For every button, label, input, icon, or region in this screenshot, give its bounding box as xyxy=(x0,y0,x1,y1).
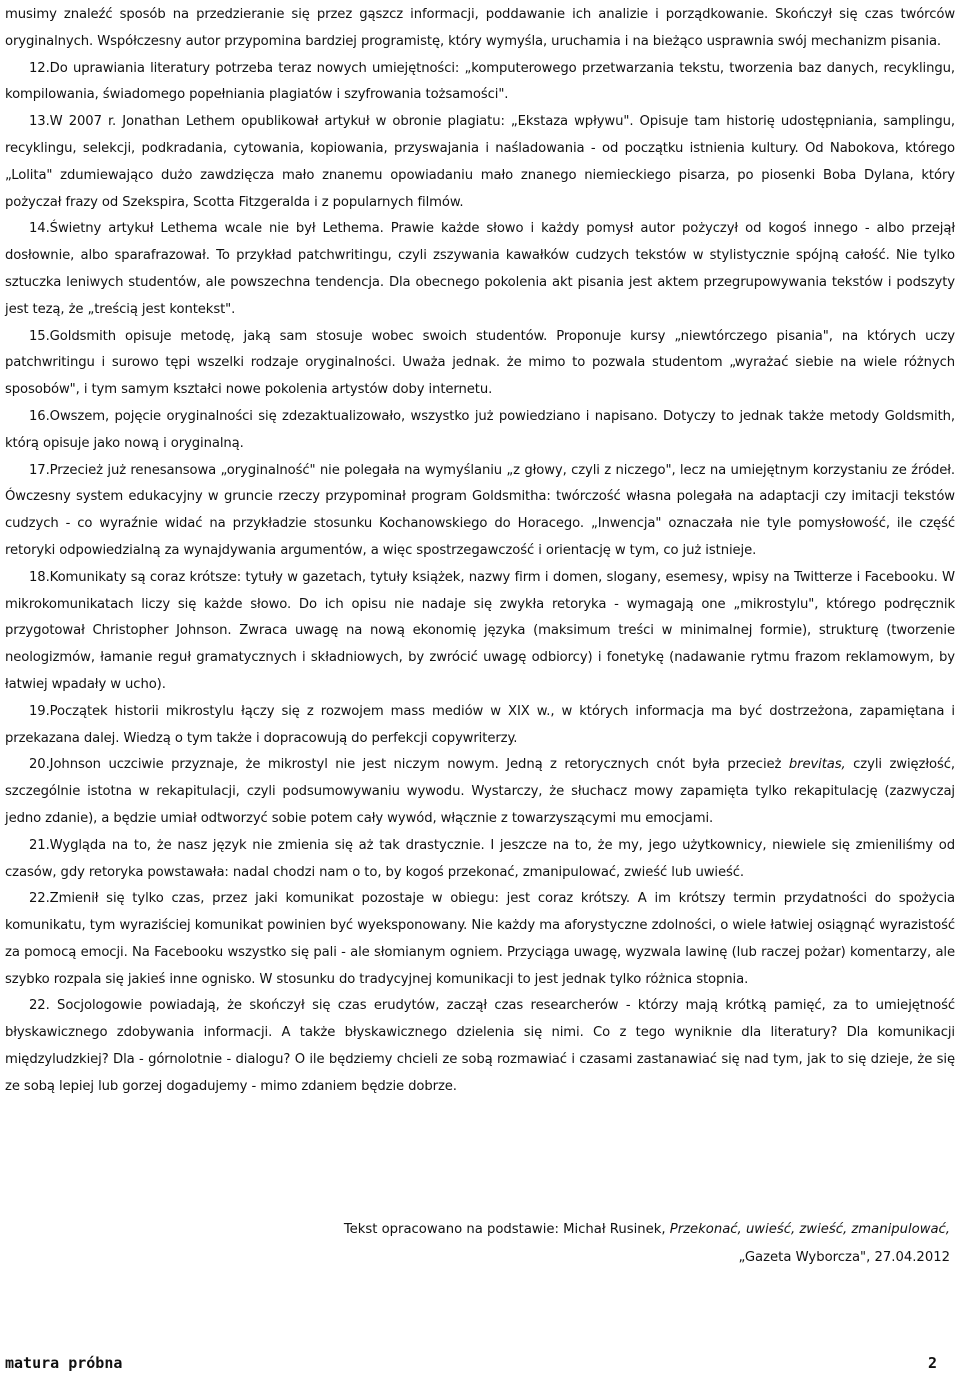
paragraph-text: 22. Socjologowie powiadają, że skończył się czas erudytów, zaczął czas researcherów - którzy mają krótką pamięć, za to umiejętność błyskawicznego zdobywania informacji. A także błyskawicznego dzielenia się nimi. Co z tego wyniknie dla literatury? Dla komunikacji międzyludzkiej? Dla - górnolotnie - dialogu? O ile będziemy chcieli ze sobą rozmawiać i czasami zastanawiać się nad tym, jak to się dzieje, że się ze sobą lepiej lub gorzej dogadujemy - mimo zdaniem będzie dobrze. xyxy=(5,998,955,1094)
paragraph-text: 12.Do uprawiania literatury potrzeba teraz nowych umiejętności: „komputerowego przetwarzania tekstu, tworzenia baz danych, recyklingu, kompilowania, świadomego popełniania plagiatów i szyfrowania tożsamości". xyxy=(5,60,955,103)
paragraph xyxy=(5,886,955,993)
article-body xyxy=(5,2,955,1101)
paragraph-text: 13.W 2007 r. Jonathan Lethem opublikował artykuł w obronie plagiatu: „Ekstaza wpływu". Opisuje tam historię udostępniania, samplingu, recyklingu, selekcji, podkradania, cytowania, kopiowania, przyswajania i naśladowania - od początku istnienia kultury. Od Nabokova, którego „Lolita" zdumiewająco dużo zawdzięcza mało znanemu opowiadaniu mało znanego niemieckiego pisarza, po piosenki Boba Dylana, który pożyczał frazy od Szekspira, Scotta Fitzgeralda i z popularnych filmów. xyxy=(5,114,955,210)
paragraph-text: 17.Przecież już renesansowa „oryginalność" nie polegała na wymyślaniu „z głowy, czyli z niczego", lecz na umiejętnym korzystaniu ze źródeł. Ówczesny system edukacyjny w gruncie rzeczy przypominał program Goldsmitha: twórczość własna polegała na adaptacji czy imitacji tekstów cudzych - co wyraźnie widać na przykładzie stosunku Kochanowskiego do Horacego. „Inwencja" oznaczała nie tyle pomysłowość, ile część retoryki odpowiedzialną za wynajdywania argumentów, a więc spostrzegawczość i orientację w tym, co już istnieje. xyxy=(5,462,955,558)
paragraph xyxy=(5,2,955,56)
paragraph-text: musimy znaleźć sposób na przedzieranie się przez gąszcz informacji, poddawanie ich analizie i porządkowanie. Skończył się czas twórców oryginalnych. Współczesny autor przypomina bardziej programistę, który wymyśla, uruchamia i na bieżąco usprawnia swój mechanizm pisania. xyxy=(5,7,955,49)
paragraph xyxy=(5,458,955,565)
paragraph-text: 22.Zmienił się tylko czas, przez jaki komunikat pozostaje w obiegu: jest coraz krótszy. A im krótszy termin przydatności do spożycia komunikatu, tym wyraziściej komunikat powinien być wyeksponowany. Nie każdy ma aforystyczne zdolności, o wiele łatwiej osiągnąć wyrazistość za pomocą emocji. Na Facebooku wszystko się pali - ale słomianym ogniem. Przyciąga uwagę, wyzwala lawinę (lub raczej pożar) komentarzy, ale szybko rozpala się jakieś inne ognisko. W stosunku do tradycyjnej komunikacji to jest jednak tylko różnica stopnia. xyxy=(5,891,955,987)
paragraph-text: 20.Johnson uczciwie przyznaje, że mikrostyl nie jest niczym nowym. Jedną z retorycznych cnót była przecież xyxy=(29,757,789,773)
source-citation xyxy=(250,1216,950,1272)
paragraph xyxy=(5,993,955,1100)
source-line-1 xyxy=(250,1216,950,1244)
page-footer xyxy=(5,1354,955,1376)
document-page xyxy=(5,0,955,1379)
page-number: 2 xyxy=(927,1354,937,1372)
paragraph xyxy=(5,565,955,699)
source-title: Przekonać, uwieść, zwieść, zmanipulować, xyxy=(669,1222,950,1237)
paragraph-text: 18.Komunikaty są coraz krótsze: tytuły w gazetach, tytuły książek, nazwy firm i domen, slogany, esemesy, wpisy na Twitterze i Facebooku. W mikrokomunikatach liczy się każde słowo. Do ich opisu nie nadaje się zwykła retoryka - wymagają one „mikrostylu", którego podręcznik przygotował Christopher Johnson. Zwraca uwagę na nową ekonomię języka (maksimum treści w minimalnej formie), strukturę (tworzenie neologizmów, łamanie reguł gramatycznych i składniowych, by zwrócić uwagę odbiorcy) i fonetykę (nadawanie rytmu frazom reklamowym, by łatwiej wpadały w ucho). xyxy=(5,569,955,692)
paragraph xyxy=(5,324,955,404)
paragraph-text: 21.Wygląda na to, że nasz język nie zmienia się aż tak drastycznie. I jeszcze na to, że my, jego użytkownicy, niewiele się zmieniliśmy od czasów, gdy retoryka powstawała: nadal chodzi nam o to, by kogoś przekonać, zmanipulować, zwieść lub uwieść. xyxy=(5,837,955,880)
paragraph xyxy=(5,833,955,887)
paragraph-text: 14.Świetny artykuł Lethema wcale nie był Lethema. Prawie każde słowo i każdy pomysł autor pożyczył od kogoś innego - albo przejął dosłownie, albo sparafrazował. To przykład patchwritingu, czyli zszywania kawałków cudzych tekstów w stylistycznie spójną całość. Nie tylko sztuczka leniwych studentów, ale powszechna tendencja. Dla obecnego pokolenia akt pisania jest aktem przegrupowywania tekstów i podszyty jest tezą, że „treścią jest kontekst". xyxy=(5,221,955,317)
paragraph xyxy=(5,109,955,216)
paragraph xyxy=(5,216,955,323)
paragraph-text: 16.Owszem, pojęcie oryginalności się zdezaktualizowało, wszystko już powiedziano i napisano. Dotyczy to jednak także metody Goldsmith, którą opisuje jako nową i oryginalną. xyxy=(5,408,955,451)
paragraph xyxy=(5,752,955,832)
paragraph-text: 15.Goldsmith opisuje metodę, jaką sam stosuje wobec swoich studentów. Proponuje kursy „niewtórczego pisania", na których uczy patchwritingu i surowo tępi wszelki rodzaje oryginalności. Uważa jednak. że mimo to pozwala studentom „wyrażać siebie na wiele różnych sposobów", i tym samym kształci nowe pokolenia artystów doby internetu. xyxy=(5,328,955,398)
paragraph-italic-text: brevitas, xyxy=(788,757,846,773)
paragraph xyxy=(5,699,955,753)
paragraph xyxy=(5,404,955,458)
paragraph-text: czyli zwięzłość, szczególnie istotna w rekapitulacji, czyli podsumowywaniu wywodu. Wystarczy, że słuchacz mowy zapamięta tylko rekapitulację (zazwyczaj jedno zdanie), a będzie umiał odtworzyć sobie potem cały wywód, włącznie z towarzyszącymi mu emocjami. xyxy=(5,757,955,826)
source-line-2: „Gazeta Wyborcza", 27.04.2012 xyxy=(738,1250,950,1265)
source-prefix: Tekst opracowano na podstawie: Michał Rusinek, xyxy=(343,1222,670,1237)
footer-label: matura próbna xyxy=(5,1354,123,1372)
paragraph-text: 19.Początek historii mikrostylu łączy się z rozwojem mass mediów w XIX w., w których informacja ma być dostrzeżona, zapamiętana i przekazana dalej. Wiedzą o tym także i dopracowują do perfekcji copywriterzy. xyxy=(5,703,955,746)
paragraph xyxy=(5,56,955,110)
